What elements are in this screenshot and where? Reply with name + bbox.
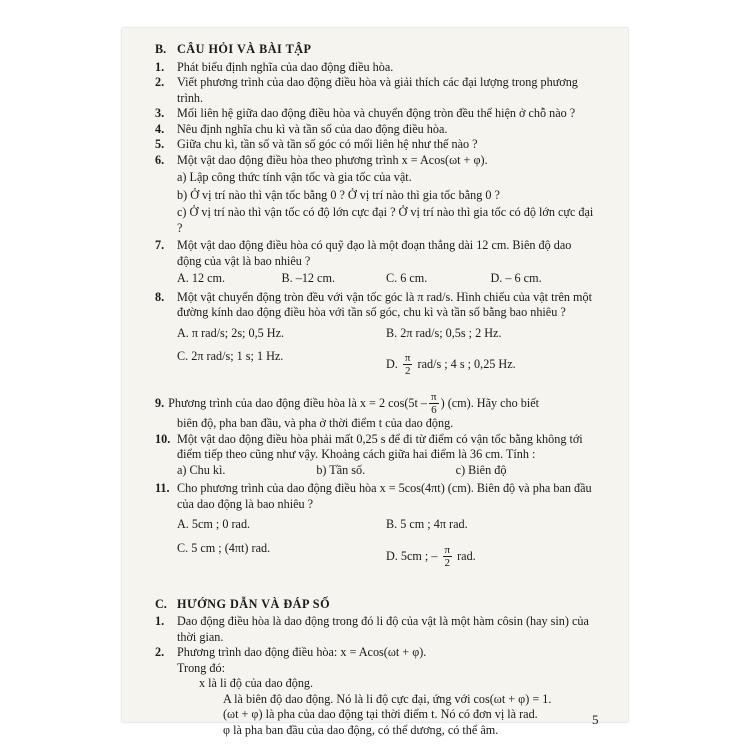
question-9-line-2: biên độ, pha ban đầu, và pha ở thời điểm t của dao động. (177, 416, 454, 430)
question-11-options (177, 514, 595, 579)
question-10: 10. Một vật dao động điều hòa phải mất 0,25 s để đi từ điểm có vận tốc bằng không tới điểm tiếp theo cũng như vậy. Khoảng cách giữa hai điểm là 36 cm. Tính : a) Chu kì. b) Tần số. c) Biên độ (155, 432, 595, 482)
question-1: 1. Phát biểu định nghĩa của dao động điều hòa. (155, 59, 394, 74)
question-3: 3. Mối liên hệ giữa dao động điều hòa và chuyển động tròn đều thể hiện ở chỗ nào ? (155, 106, 576, 120)
fraction-pi-over-2: $\frac{\pi}{2}$ (444, 543, 451, 569)
question-8-options (177, 323, 595, 388)
question-6-part-c: c) Ở vị trí nào thì vận tốc có độ lớn cực đại ? Ở vị trí nào thì gia tốc có độ lớn cực đại ? (177, 205, 594, 235)
question-11-text: Cho phương trình của dao động điều hòa x = 5cos(4πt) (cm). Biên độ và pha ban đầu của dao động là bao nhiêu ? (177, 481, 592, 511)
question-7-options (177, 271, 595, 287)
answer-2-where: Trong đó: (177, 660, 225, 675)
fraction-pi-over-2: $\frac{\pi}{2}$ (404, 352, 411, 377)
page-content (155, 42, 595, 738)
question-10-options (177, 463, 595, 479)
question-4: 4. Nêu định nghĩa chu kì và tần số của dao động điều hòa. (155, 121, 448, 136)
answer-2-line-3: (ωt + φ) là pha của dao động tại thời điểm t. Nó có đơn vị là rad. (223, 707, 538, 721)
question-8: 8. Một vật chuyển động tròn đều với vận tốc góc là π rad/s. Hình chiếu của vật trên một đường kính dao động điều hòa với tần số góc, chu kì và tần số bằng bao nhiêu ? A. π rad/s; 2s; 0,5 Hz. B. 2π rad/s; 0,5s ; 2 Hz. C. 2π rad/s; 1 s; 1 Hz. D. $\frac{\pi}{2}$ rad/s ; 4 s ; 0,25 Hz. (155, 290, 595, 392)
answer-2: 2. Phương trình dao động điều hòa: x = Acos(ωt + φ). Trong đó: x là li độ của dao động. A là biên độ dao động. Nó là li độ cực đại, ứng với cos(ωt + φ) = 1. (ωt + φ) là pha của dao động tại thời điểm t. Nó có đơn vị là rad. φ là pha ban đầu của dao động, có thể dương, có thể âm. (155, 645, 595, 738)
option-b: B. 2π rad/s; 0,5s ; 2 Hz. (386, 325, 502, 340)
option-c: C. 5 cm ; (4πt) rad. (177, 540, 271, 555)
question-9: 9. Phương trình của dao động điều hòa là x = 2 cos(5t – $\frac{\pi}{6}$ ) (cm). Hãy cho biết biên độ, pha ban đầu, và pha ở thời điểm t của dao động. (155, 391, 595, 432)
option-c: C. 2π rad/s; 1 s; 1 Hz. (177, 349, 284, 363)
question-5: 5. Giữa chu kì, tần số và tần số góc có mối liên hệ như thế nào ? (155, 137, 478, 151)
option-d: D. $\frac{\pi}{2}$ rad/s ; 4 s ; 0,25 Hz. (386, 346, 595, 387)
option-a: A. 5cm ; 0 rad. (177, 517, 251, 531)
question-6-part-a: a) Lập công thức tính vận tốc và gia tốc của vật. (177, 170, 412, 184)
section-c-heading: C. HƯỚNG DẪN VÀ ĐÁP SỐ (155, 596, 331, 611)
question-6: 6. Một vật dao động điều hòa theo phương trình x = Acos(ωt + φ). a) Lập công thức tính vận tốc và gia tốc của vật. b) Ở vị trí nào thì vận tốc bằng 0 ? Ở vị trí nào thì gia tốc bằng 0 ? c) Ở vị trí nào thì vận tốc có độ lớn cực đại ? Ở vị trí nào thì gia tốc có độ lớn cực đại ? (155, 152, 594, 235)
option-a: A. 12 cm. (177, 271, 226, 285)
page-number: 5 (592, 712, 599, 727)
question-11: 11. Cho phương trình của dao động điều hòa x = 5cos(4πt) (cm). Biên độ và pha ban đầu của dao động là bao nhiêu ? A. 5cm ; 0 rad. B. 5 cm ; 4π rad. C. 5 cm ; (4πt) rad. D. 5cm ; – $\frac{\pi}{2}$ rad. (155, 481, 595, 583)
option-b: B. 5 cm ; 4π rad. (386, 517, 468, 531)
question-10-text: Một vật dao động điều hòa phải mất 0,25 s để đi từ điểm có vận tốc bằng không tới điểm tiếp theo cũng như vậy. Khoảng cách giữa hai điểm là 36 cm. Tính : (177, 431, 583, 461)
option-d: D. – 6 cm. (490, 271, 542, 285)
answer-2-text: Phương trình dao động điều hòa: x = Acos(ωt + φ). (177, 645, 427, 659)
answer-1: 1. Dao động điều hòa là dao động trong đó li độ của vật là một hàm côsin (hay sin) của thời gian. (155, 614, 589, 644)
question-7: 7. Một vật dao động điều hòa có quỹ đạo là một đoạn thẳng dài 12 cm. Biên độ dao động của vật là bao nhiêu ? A. 12 cm. B. –12 cm. C. 6 cm. D. – 6 cm. (155, 238, 595, 290)
question-8-text: Một vật chuyển động tròn đều với vận tốc góc là π rad/s. Hình chiếu của vật trên một đường kính dao động điều hòa với tần số góc, chu kì và tần số bằng bao nhiêu ? (177, 289, 593, 319)
option-c: C. 6 cm. (386, 271, 428, 285)
answer-2-line-2: A là biên độ dao động. Nó là li độ cực đại, ứng với cos(ωt + φ) = 1. (223, 691, 552, 706)
section-b-heading: B. CÂU HỎI VÀ BÀI TẬP (155, 42, 312, 56)
question-6-text: Một vật dao động điều hòa theo phương trình x = Acos(ωt + φ). (177, 152, 488, 167)
question-7-text: Một vật dao động điều hòa có quỹ đạo là một đoạn thẳng dài 12 cm. Biên độ dao động của vật là bao nhiêu ? (177, 238, 572, 268)
fraction-pi-over-6: $\frac{\pi}{6}$ (431, 391, 437, 416)
answer-2-line-1: x là li độ của dao động. (199, 676, 314, 690)
question-2: 2. Viết phương trình của dao động điều hòa và giải thích các đại lượng trong phương trình. (155, 75, 578, 105)
option-b: B. –12 cm. (281, 271, 335, 285)
option-d: D. 5cm ; – $\frac{\pi}{2}$ rad. (386, 538, 595, 579)
option-b: b) Tần số. (316, 462, 366, 477)
answer-2-line-4: φ là pha ban đầu của dao động, có thể dương, có thể âm. (223, 722, 499, 737)
option-a: a) Chu kì. (177, 462, 226, 477)
question-6-part-b: b) Ở vị trí nào thì vận tốc bằng 0 ? Ở vị trí nào thì gia tốc bằng 0 ? (177, 187, 500, 202)
option-a: A. π rad/s; 2s; 0,5 Hz. (177, 325, 285, 340)
option-c: c) Biên độ (455, 462, 507, 477)
